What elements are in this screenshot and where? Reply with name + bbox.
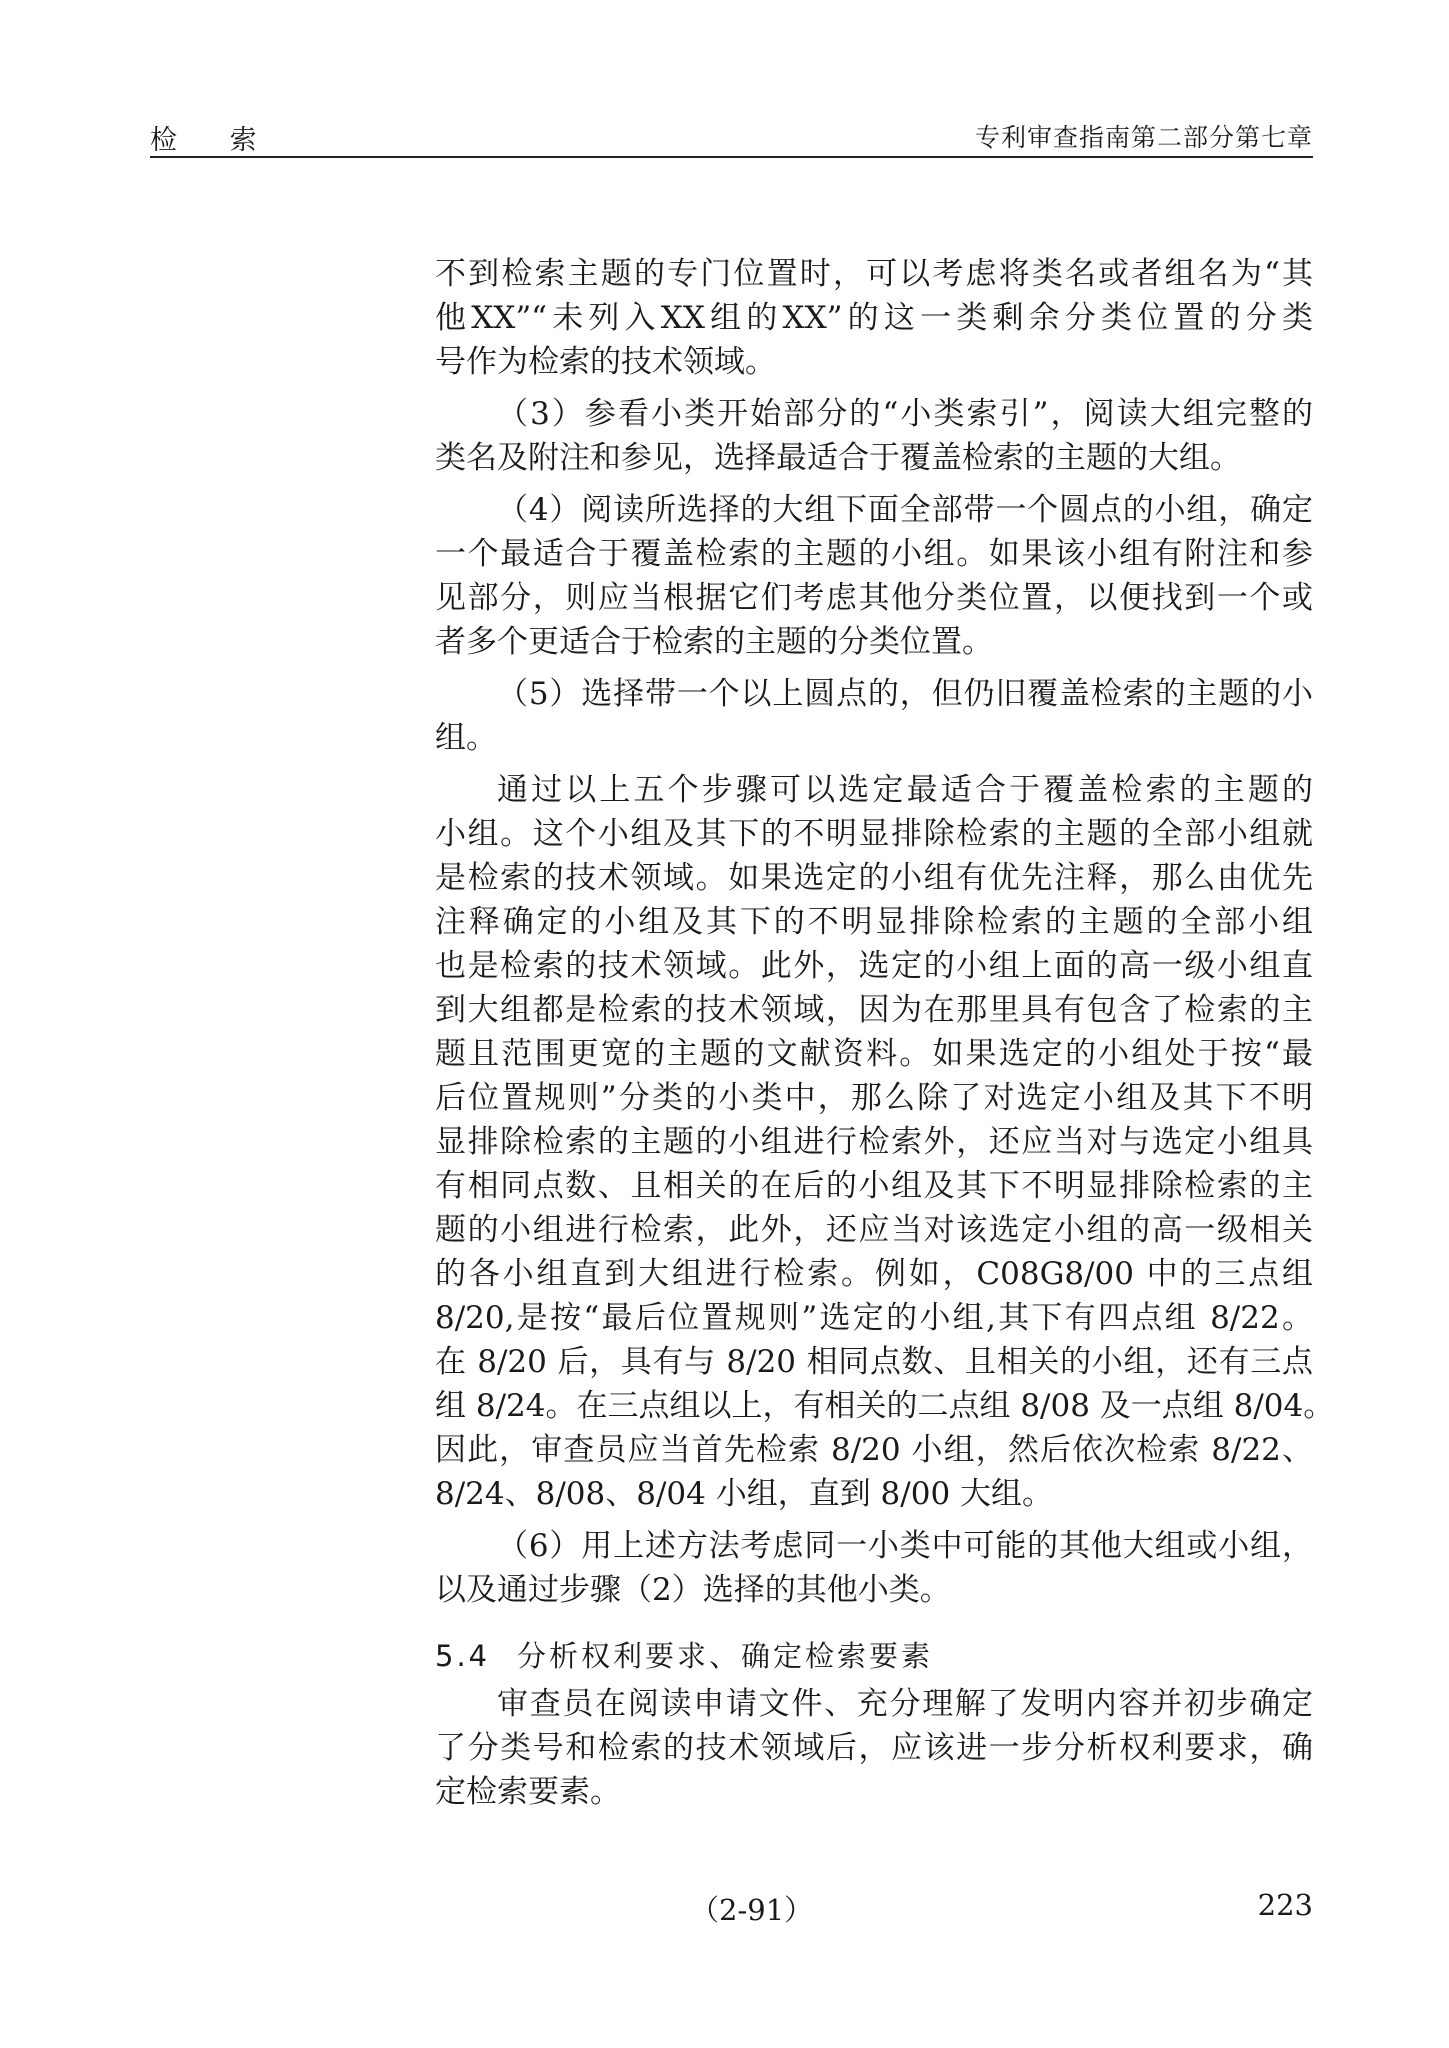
text-line: 小组。这个小组及其下的不明显排除检索的主题的全部小组就 bbox=[435, 816, 1313, 852]
section-heading bbox=[435, 1634, 1313, 1682]
text-line: 是检索的技术领域。如果选定的小组有优先注释，那么由优先 bbox=[435, 860, 1313, 896]
text-line: 也是检索的技术领域。此外，选定的小组上面的高一级小组直 bbox=[435, 948, 1313, 984]
text-line: 一个最适合于覆盖检索的主题的小组。如果该小组有附注和参 bbox=[435, 536, 1313, 572]
text-line: 8/20,是按“最后位置规则”选定的小组,其下有四点组 8/22。 bbox=[435, 1300, 1313, 1336]
text-line: 的各小组直到大组进行检索。例如，C08G8/00 中的三点组 bbox=[435, 1256, 1313, 1292]
text-line: 号作为检索的技术领域。 bbox=[435, 344, 776, 380]
text-line: 注释确定的小组及其下的不明显排除检索的主题的全部小组 bbox=[435, 904, 1313, 940]
text-line: （5）选择带一个以上圆点的，但仍旧覆盖检索的主题的小 bbox=[497, 676, 1313, 712]
paragraph bbox=[435, 252, 1313, 384]
header-book-title: 专利审查指南第二部分第七章 bbox=[974, 123, 1313, 152]
text-line: 后位置规则”分类的小类中，那么除了对选定小组及其下不明 bbox=[435, 1080, 1313, 1116]
paragraph bbox=[435, 672, 1313, 760]
text-line: 在 8/20 后，具有与 8/20 相同点数、且相关的小组，还有三点 bbox=[435, 1344, 1313, 1380]
text-line: 者多个更适合于检索的主题的分类位置。 bbox=[435, 624, 993, 660]
text-line: 了分类号和检索的技术领域后，应该进一步分析权利要求，确 bbox=[435, 1730, 1313, 1766]
text-line: 他XX”“未列入XX组的XX”的这一类剩余分类位置的分类 bbox=[435, 300, 1313, 336]
paragraph bbox=[435, 768, 1335, 1516]
text-line: 显排除检索的主题的小组进行检索外，还应当对与选定小组具 bbox=[435, 1124, 1313, 1160]
text-line: （4）阅读所选择的大组下面全部带一个圆点的小组，确定 bbox=[497, 492, 1313, 528]
paragraph bbox=[435, 1524, 1313, 1612]
text-line: 有相同点数、且相关的在后的小组及其下不明显排除检索的主 bbox=[435, 1168, 1313, 1204]
section-number: 5.4 bbox=[435, 1639, 491, 1673]
text-line: 题的小组进行检索，此外，还应当对该选定小组的高一级相关 bbox=[435, 1212, 1313, 1248]
text-line: 审查员在阅读申请文件、充分理解了发明内容并初步确定 bbox=[497, 1686, 1313, 1722]
text-line: 组 8/24。在三点组以上，有相关的二点组 8/08 及一点组 8/04。 bbox=[435, 1388, 1335, 1424]
paragraph bbox=[435, 488, 1313, 664]
page-body bbox=[435, 252, 1335, 1814]
text-line: 定检索要素。 bbox=[435, 1774, 621, 1810]
footer-section-number: （2-91） bbox=[690, 1893, 814, 1927]
text-line: （6）用上述方法考虑同一小类中可能的其他大组或小组， bbox=[497, 1528, 1313, 1564]
text-line: 见部分，则应当根据它们考虑其他分类位置，以便找到一个或 bbox=[435, 580, 1313, 616]
page-number: 223 bbox=[1257, 1888, 1313, 1922]
text-line: 因此，审查员应当首先检索 8/20 小组，然后依次检索 8/22、 bbox=[435, 1432, 1313, 1468]
header-chapter-title: 检 索 bbox=[150, 125, 279, 156]
text-line: 组。 bbox=[435, 720, 497, 756]
paragraph bbox=[435, 392, 1313, 480]
text-line: 通过以上五个步骤可以选定最适合于覆盖检索的主题的 bbox=[497, 772, 1313, 808]
text-line: 以及通过步骤（2）选择的其他小类。 bbox=[435, 1572, 951, 1608]
text-line: 不到检索主题的专门位置时，可以考虑将类名或者组名为“其 bbox=[435, 256, 1313, 292]
text-line: （3）参看小类开始部分的“小类索引”，阅读大组完整的 bbox=[497, 396, 1313, 432]
section-title: 分析权利要求、确定检索要素 bbox=[517, 1639, 934, 1673]
text-line: 类名及附注和参见，选择最适合于覆盖检索的主题的大组。 bbox=[435, 440, 1241, 476]
running-header bbox=[150, 118, 1313, 158]
text-line: 8/24、8/08、8/04 小组，直到 8/00 大组。 bbox=[435, 1476, 1054, 1512]
text-line: 题且范围更宽的主题的文献资料。如果选定的小组处于按“最 bbox=[435, 1036, 1313, 1072]
text-line: 到大组都是检索的技术领域，因为在那里具有包含了检索的主 bbox=[435, 992, 1313, 1028]
paragraph bbox=[435, 1682, 1313, 1814]
